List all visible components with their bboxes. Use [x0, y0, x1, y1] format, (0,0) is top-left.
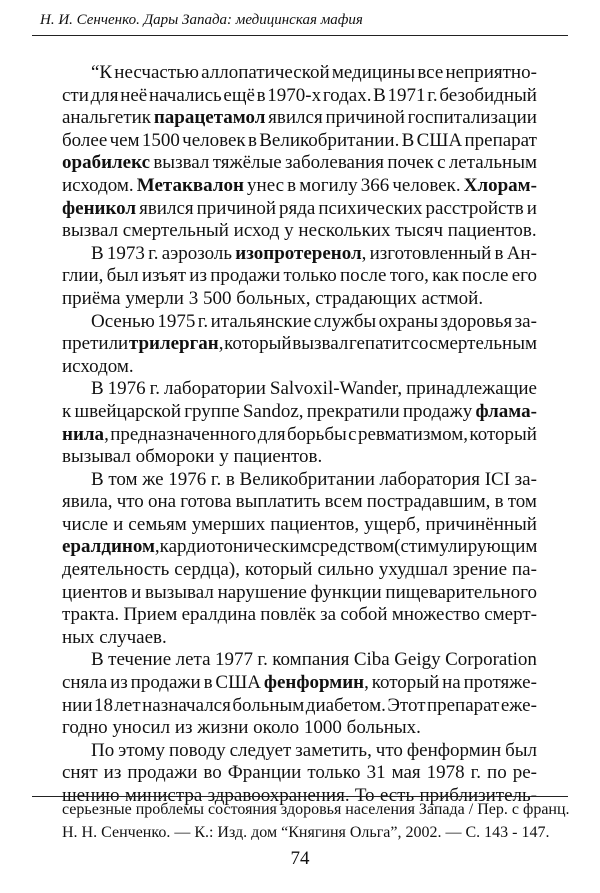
text-line: орабилекс вызвал тяжёлые заболевания почек с летальным — [62, 152, 537, 174]
text-line: вызывал обмороки у пациентов. — [62, 446, 323, 468]
running-header: Н. И. Сенченко. Дары Запада: медицинская мафия — [40, 12, 363, 28]
text-line: нила, предназначенного для борьбы с ревматизмом, который — [62, 423, 537, 445]
body-text — [62, 62, 537, 808]
footnote-rule — [32, 796, 568, 797]
text-line: приёма умерли 3 500 больных, страдающих астмой. — [62, 287, 484, 309]
text-line: претили трилерган, который вызвал гепатит со смертельным — [62, 333, 537, 355]
text-line: годно уносил из жизни около 1000 больных. — [62, 717, 421, 739]
text-line: более чем 1500 человек в Великобритании. В США препарат — [62, 129, 537, 151]
text-line: исходом. Метаквалон унес в могилу 366 человек. Хлорам- — [62, 174, 537, 196]
footnote-line-1: серьезные проблемы состояния здоровья населения Запада / Пер. с франц. — [62, 801, 570, 818]
text-line: В 1973 г. аэрозоль изопротеренол, изготовленный в Ан- — [91, 242, 537, 264]
text-line: нии 18 лет назначался больным диабетом. Этот препарат еже- — [62, 694, 537, 716]
page-number: 74 — [290, 848, 310, 869]
text-line: деятельность сердца), который сильно ухудшал зрение па- — [62, 559, 537, 581]
text-line: снят из продажи во Франции только 31 мая 1978 г. по ре- — [62, 762, 537, 784]
text-line: В 1976 г. лаборатории Salvoxil-Wander, принадлежащие — [91, 378, 537, 400]
text-line: В течение лета 1977 г. компания Ciba Geigy Corporation — [91, 649, 537, 671]
text-line: ных случаев. — [62, 626, 167, 648]
text-line: феникол явился причиной ряда психических расстройств и — [62, 197, 537, 219]
text-line: В том же 1976 г. в Великобритании лаборатория ICI за- — [91, 468, 537, 490]
text-line: сти для неё начались ещё в 1970-х годах. В 1971 г. безобидный — [62, 84, 537, 106]
text-line: числе и семьям умерших пациентов, ущерб, причинённый — [62, 513, 537, 535]
text-line: явила, что она готова выплатить всем пострадавшим, в том — [62, 491, 537, 513]
text-line: исходом. — [62, 355, 134, 377]
header-rule — [32, 35, 568, 36]
text-line: По этому поводу следует заметить, что фенформин был — [91, 739, 537, 761]
text-line: тракта. Прием ералдина повлёк за собой множество смерт- — [62, 604, 537, 626]
text-line: “К несчастью аллопатической медицины все неприятно- — [91, 62, 537, 83]
text-line: вызвал смертельный исход у нескольких тысяч пациентов. — [62, 220, 537, 242]
text-line: циентов и вызывал нарушение функции пищеварительного — [62, 581, 537, 603]
text-line: Осенью 1975 г. итальянские службы охраны здоровья за- — [91, 310, 537, 332]
text-line: ералдином, кардиотоническим средством (стимулирующим — [62, 536, 538, 558]
footnote-line-2: Н. Н. Сенченко. — К.: Изд. дом “Княгиня Ольга”, 2002. — С. 143 - 147. — [62, 824, 550, 841]
text-line: анальгетик парацетамол явился причиной госпитализации — [62, 107, 537, 129]
text-line: глии, был изъят из продажи только после того, как после его — [62, 265, 537, 287]
text-line: к швейцарской группе Sandoz, прекратили продажу флама- — [62, 400, 537, 422]
footnote — [62, 798, 570, 844]
text-line: сняла из продажи в США фенформин, который на протяже- — [62, 672, 537, 694]
text-line: шению министра здравоохранения. То есть приблизитель- — [62, 785, 537, 806]
